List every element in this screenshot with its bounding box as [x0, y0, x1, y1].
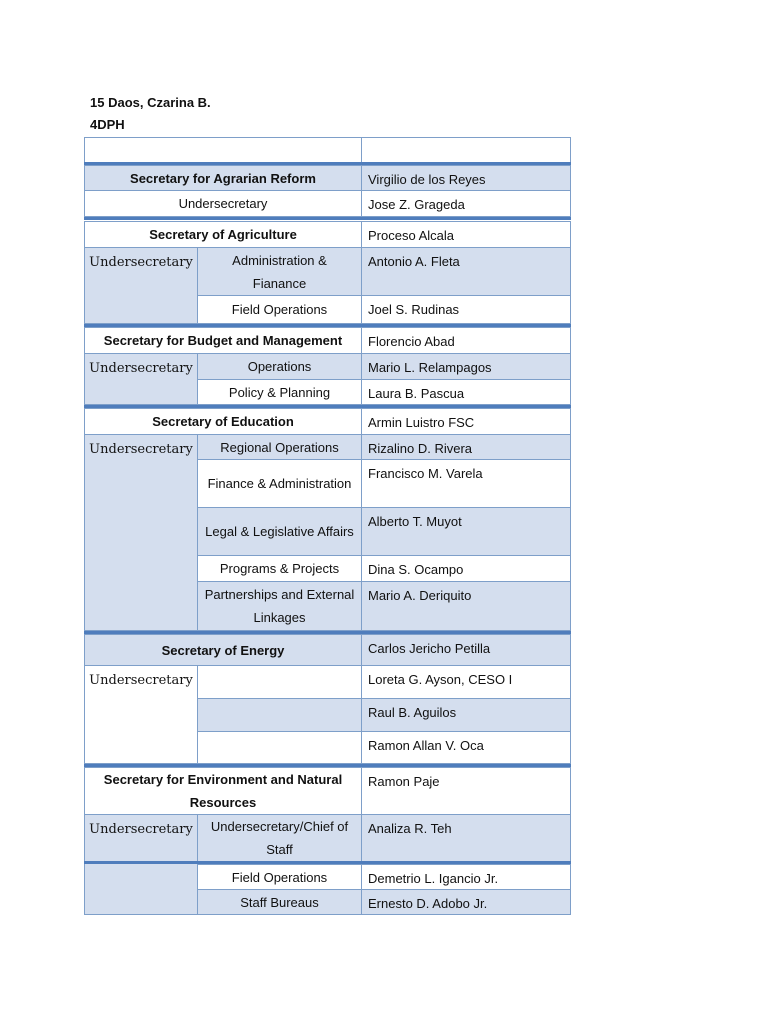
education-under-name: Dina S. Ocampo [361, 555, 571, 582]
budget-under-name: Mario L. Relampagos [361, 353, 571, 380]
education-under-name: Rizalino D. Rivera [361, 434, 571, 460]
agriculture-secretary-title: Secretary of Agriculture [84, 221, 362, 248]
education-area: Programs & Projects [197, 555, 362, 582]
agriculture-area: Administration & Fianance [197, 247, 362, 296]
environment-under-label: Undersecretary [84, 814, 198, 915]
budget-under-name: Laura B. Pascua [361, 379, 571, 405]
energy-area [197, 731, 362, 764]
student-section: 4DPH [90, 117, 125, 132]
education-under-name: Mario A. Deriquito [361, 581, 571, 631]
energy-under-label: Undersecretary [84, 665, 198, 764]
environment-under-name: Analiza R. Teh [361, 814, 571, 862]
agriculture-under-label: Undersecretary [84, 247, 198, 324]
education-under-label: Undersecretary [84, 434, 198, 631]
agrarian-secretary-title: Secretary for Agrarian Reform [84, 165, 362, 191]
department-secretaries-table [84, 137, 571, 915]
agrarian-secretary-name: Virgilio de los Reyes [361, 165, 571, 191]
environment-secretary-title: Secretary for Environment and Natural Resources [84, 767, 362, 815]
energy-secretary-title: Secretary of Energy [84, 634, 362, 666]
agriculture-under-name: Joel S. Rudinas [361, 295, 571, 324]
agrarian-under-label: Undersecretary [84, 190, 362, 217]
environment-under-name: Ernesto D. Adobo Jr. [361, 889, 571, 915]
environment-area: Staff Bureaus [197, 889, 362, 915]
agriculture-area: Field Operations [197, 295, 362, 324]
energy-under-name: Ramon Allan V. Oca [361, 731, 571, 764]
budget-under-label: Undersecretary [84, 353, 198, 405]
education-secretary-name: Armin Luistro FSC [361, 408, 571, 435]
agrarian-under-name: Jose Z. Grageda [361, 190, 571, 217]
agriculture-secretary-name: Proceso Alcala [361, 221, 571, 248]
budget-secretary-title: Secretary for Budget and Management [84, 327, 362, 354]
budget-secretary-name: Florencio Abad [361, 327, 571, 354]
budget-area: Policy & Planning [197, 379, 362, 405]
environment-area: Field Operations [197, 864, 362, 890]
education-secretary-title: Secretary of Education [84, 408, 362, 435]
education-area: Regional Operations [197, 434, 362, 460]
energy-under-name: Raul B. Aguilos [361, 698, 571, 732]
section-divider [84, 217, 571, 220]
agriculture-under-name: Antonio A. Fleta [361, 247, 571, 296]
education-under-name: Alberto T. Muyot [361, 507, 571, 556]
environment-under-name: Demetrio L. Igancio Jr. [361, 864, 571, 890]
budget-area: Operations [197, 353, 362, 380]
education-area: Legal & Legislative Affairs [197, 507, 362, 556]
energy-under-name: Loreta G. Ayson, CESO I [361, 665, 571, 699]
environment-area: Undersecretary/Chief of Staff [197, 814, 362, 862]
student-name: 15 Daos, Czarina B. [90, 95, 211, 110]
education-area: Finance & Administration [197, 459, 362, 508]
energy-area [197, 698, 362, 732]
environment-secretary-name: Ramon Paje [361, 767, 571, 815]
education-area: Partnerships and External Linkages [197, 581, 362, 631]
education-under-name: Francisco M. Varela [361, 459, 571, 508]
blank-header-cell-right [361, 137, 571, 163]
energy-secretary-name: Carlos Jericho Petilla [361, 634, 571, 666]
blank-header-cell-left [84, 137, 362, 163]
energy-area [197, 665, 362, 699]
